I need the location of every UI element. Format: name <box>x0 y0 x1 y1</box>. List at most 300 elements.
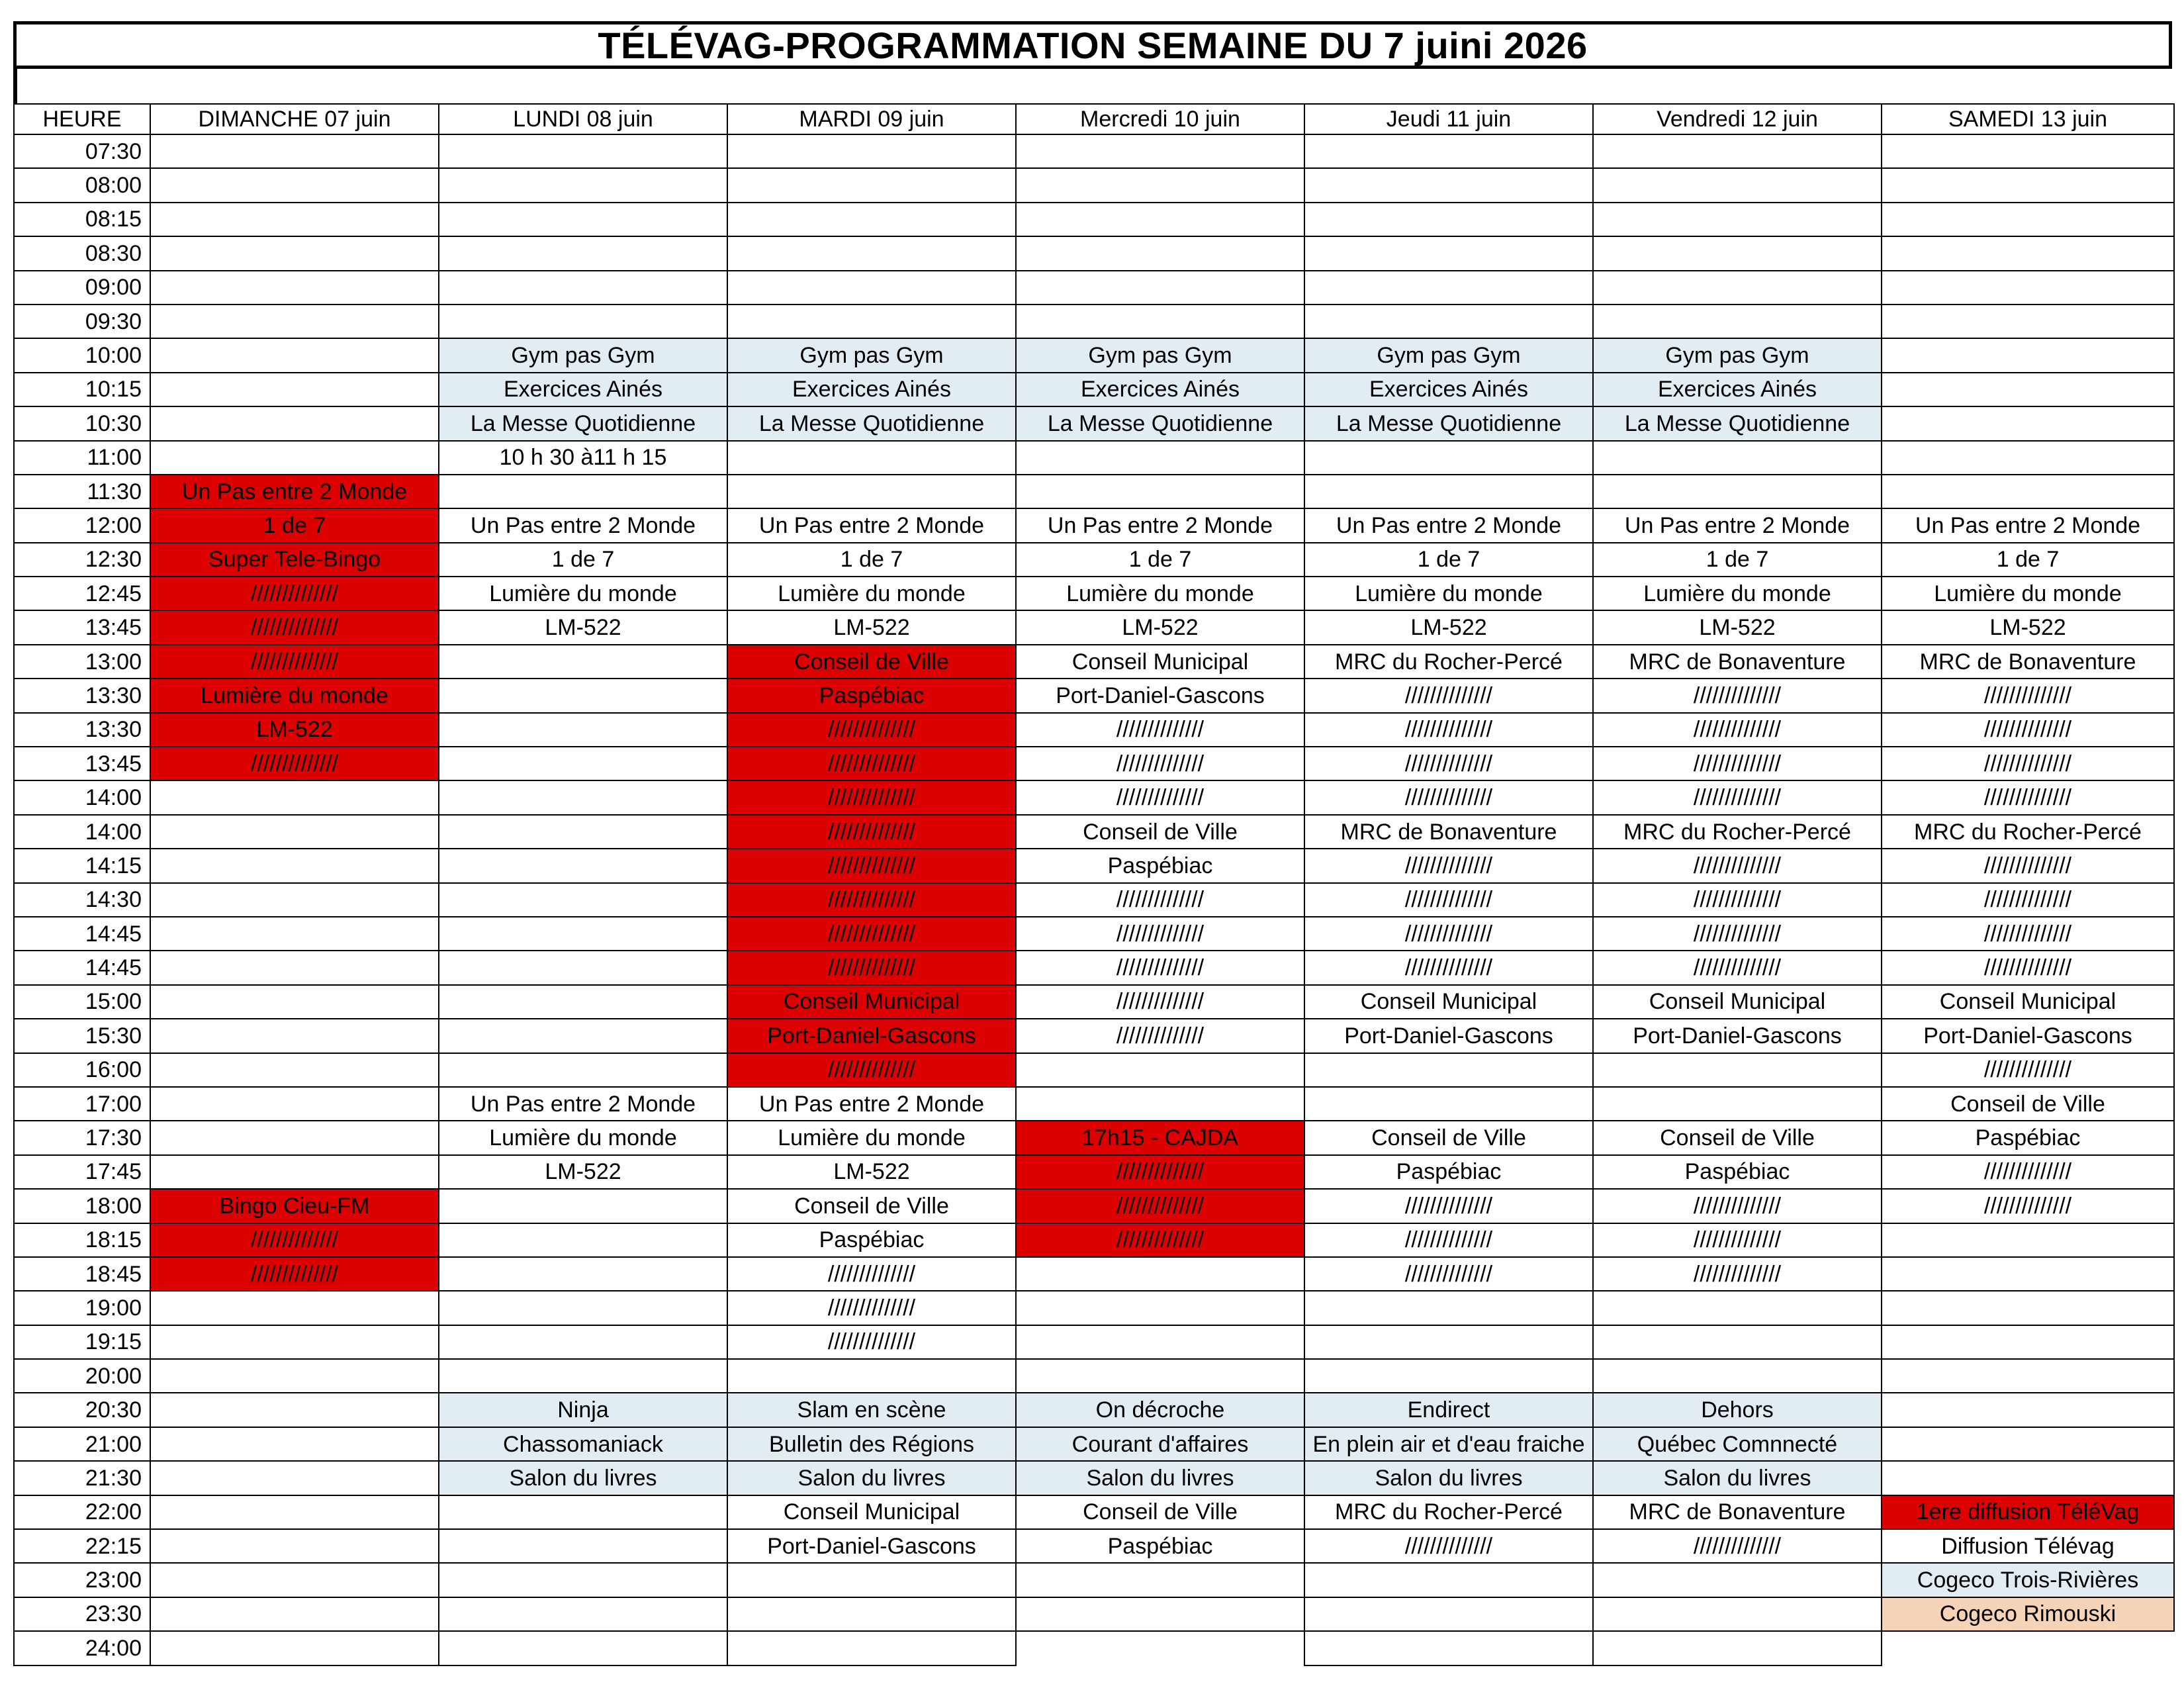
hour-cell: 17:30 <box>14 1121 150 1154</box>
program-cell-monday <box>439 168 727 202</box>
program-cell-friday: Lumière du monde <box>1593 577 1882 610</box>
program-cell-saturday: ////////////// <box>1882 713 2174 747</box>
program-cell-sunday: ////////////// <box>150 747 439 780</box>
program-cell-monday <box>439 1325 727 1359</box>
hour-cell: 12:45 <box>14 577 150 610</box>
program-cell-tuesday: Gym pas Gym <box>727 338 1016 372</box>
hour-cell: 19:15 <box>14 1325 150 1359</box>
program-cell-tuesday: ////////////// <box>727 747 1016 780</box>
program-cell-tuesday: ////////////// <box>727 1325 1016 1359</box>
program-cell-saturday <box>1882 1325 2174 1359</box>
program-cell-sunday: LM-522 <box>150 713 439 747</box>
program-cell-monday <box>439 1597 727 1631</box>
program-cell-saturday: Port-Daniel-Gascons <box>1882 1019 2174 1053</box>
program-cell-sunday <box>150 373 439 406</box>
program-cell-monday <box>439 780 727 814</box>
program-cell-monday <box>439 1631 727 1665</box>
program-cell-tuesday <box>727 134 1016 168</box>
program-cell-wednesday: ////////////// <box>1016 1019 1304 1053</box>
program-cell-sunday: ////////////// <box>150 645 439 679</box>
hour-cell: 08:00 <box>14 168 150 202</box>
program-cell-friday <box>1593 203 1882 236</box>
program-cell-saturday: ////////////// <box>1882 1155 2174 1189</box>
program-cell-thursday <box>1304 1053 1593 1087</box>
program-cell-wednesday: 17h15 - CAJDA <box>1016 1121 1304 1154</box>
program-cell-friday: Gym pas Gym <box>1593 338 1882 372</box>
program-cell-sunday <box>150 441 439 475</box>
program-cell-sunday <box>150 1019 439 1053</box>
program-cell-friday: Dehors <box>1593 1393 1882 1427</box>
col-header-tuesday: MARDI 09 juin <box>727 104 1016 134</box>
program-cell-thursday <box>1304 475 1593 508</box>
program-cell-wednesday <box>1016 1087 1304 1121</box>
program-cell-tuesday: 1 de 7 <box>727 543 1016 577</box>
program-cell-thursday <box>1304 1359 1593 1393</box>
program-cell-friday <box>1593 1053 1882 1087</box>
program-cell-saturday <box>1882 441 2174 475</box>
program-cell-tuesday: Conseil Municipal <box>727 985 1016 1019</box>
table-row <box>14 1631 2174 1665</box>
program-cell-saturday <box>1882 271 2174 305</box>
program-cell-sunday <box>150 168 439 202</box>
program-cell-tuesday: ////////////// <box>727 713 1016 747</box>
program-cell-monday <box>439 305 727 338</box>
program-cell-thursday <box>1304 441 1593 475</box>
program-cell-friday: La Messe Quotidienne <box>1593 406 1882 440</box>
program-cell-saturday: MRC de Bonaventure <box>1882 645 2174 679</box>
program-cell-saturday <box>1882 168 2174 202</box>
program-cell-tuesday: Bulletin des Régions <box>727 1427 1016 1461</box>
program-cell-monday: LM-522 <box>439 610 727 644</box>
program-cell-thursday: ////////////// <box>1304 1189 1593 1223</box>
program-cell-tuesday: ////////////// <box>727 849 1016 882</box>
program-cell-saturday: Un Pas entre 2 Monde <box>1882 508 2174 542</box>
program-cell-wednesday <box>1016 1325 1304 1359</box>
table-row <box>14 1155 2174 1189</box>
program-cell-tuesday <box>727 1631 1016 1665</box>
program-cell-monday <box>439 747 727 780</box>
hour-cell: 13:30 <box>14 713 150 747</box>
table-row <box>14 1087 2174 1121</box>
program-cell-tuesday: Exercices Ainés <box>727 373 1016 406</box>
program-cell-friday <box>1593 271 1882 305</box>
table-row <box>14 849 2174 882</box>
program-cell-tuesday <box>727 1563 1016 1597</box>
hour-cell: 20:00 <box>14 1359 150 1393</box>
program-cell-tuesday: Lumière du monde <box>727 1121 1016 1154</box>
program-cell-saturday: ////////////// <box>1882 780 2174 814</box>
program-cell-monday: Gym pas Gym <box>439 338 727 372</box>
program-cell-sunday <box>150 849 439 882</box>
program-cell-thursday: ////////////// <box>1304 1223 1593 1257</box>
hour-cell: 14:45 <box>14 917 150 951</box>
table-row <box>14 1325 2174 1359</box>
table-row <box>14 134 2174 168</box>
table-row <box>14 1563 2174 1597</box>
program-cell-tuesday: Conseil de Ville <box>727 1189 1016 1223</box>
hour-cell: 13:00 <box>14 645 150 679</box>
program-cell-thursday: ////////////// <box>1304 679 1593 712</box>
hour-cell: 10:15 <box>14 373 150 406</box>
program-cell-friday: ////////////// <box>1593 1223 1882 1257</box>
hour-cell: 13:45 <box>14 610 150 644</box>
program-cell-wednesday: ////////////// <box>1016 713 1304 747</box>
program-cell-saturday: ////////////// <box>1882 883 2174 917</box>
program-cell-wednesday: Conseil de Ville <box>1016 815 1304 849</box>
program-cell-sunday: Super Tele-Bingo <box>150 543 439 577</box>
program-cell-thursday <box>1304 1325 1593 1359</box>
program-cell-saturday <box>1882 1393 2174 1427</box>
program-cell-thursday: MRC du Rocher-Percé <box>1304 1495 1593 1529</box>
hour-cell: 23:30 <box>14 1597 150 1631</box>
program-cell-thursday: ////////////// <box>1304 747 1593 780</box>
program-cell-sunday <box>150 1427 439 1461</box>
hour-cell: 15:30 <box>14 1019 150 1053</box>
table-row <box>14 1529 2174 1563</box>
program-cell-monday <box>439 1359 727 1393</box>
program-cell-monday <box>439 679 727 712</box>
col-header-wednesday: Mercredi 10 juin <box>1016 104 1304 134</box>
hour-cell: 09:30 <box>14 305 150 338</box>
program-cell-tuesday <box>727 441 1016 475</box>
hour-cell: 14:00 <box>14 815 150 849</box>
table-row <box>14 1121 2174 1154</box>
program-cell-wednesday <box>1016 1631 1304 1665</box>
table-row <box>14 1223 2174 1257</box>
program-cell-wednesday: Exercices Ainés <box>1016 373 1304 406</box>
program-cell-monday <box>439 951 727 984</box>
program-cell-saturday: Cogeco Trois-Rivières <box>1882 1563 2174 1597</box>
table-row <box>14 1189 2174 1223</box>
program-cell-sunday <box>150 1529 439 1563</box>
program-cell-friday <box>1593 1359 1882 1393</box>
program-cell-saturday <box>1882 236 2174 270</box>
table-row <box>14 1019 2174 1053</box>
hour-cell: 19:00 <box>14 1291 150 1325</box>
program-cell-monday: Un Pas entre 2 Monde <box>439 508 727 542</box>
program-cell-tuesday <box>727 271 1016 305</box>
program-cell-sunday <box>150 271 439 305</box>
program-cell-friday: Port-Daniel-Gascons <box>1593 1019 1882 1053</box>
program-cell-sunday <box>150 917 439 951</box>
program-cell-thursday: Un Pas entre 2 Monde <box>1304 508 1593 542</box>
program-cell-friday: Exercices Ainés <box>1593 373 1882 406</box>
program-cell-monday: La Messe Quotidienne <box>439 406 727 440</box>
program-cell-sunday <box>150 338 439 372</box>
program-cell-friday: Un Pas entre 2 Monde <box>1593 508 1882 542</box>
program-cell-saturday: ////////////// <box>1882 1053 2174 1087</box>
hour-cell: 13:30 <box>14 679 150 712</box>
program-cell-friday: ////////////// <box>1593 1529 1882 1563</box>
program-cell-tuesday: ////////////// <box>727 780 1016 814</box>
program-cell-thursday <box>1304 1597 1593 1631</box>
program-cell-friday: ////////////// <box>1593 951 1882 984</box>
program-cell-wednesday: ////////////// <box>1016 1155 1304 1189</box>
program-cell-monday: Salon du livres <box>439 1461 727 1495</box>
program-cell-friday: ////////////// <box>1593 1189 1882 1223</box>
program-cell-friday: MRC du Rocher-Percé <box>1593 815 1882 849</box>
program-cell-monday: Chassomaniack <box>439 1427 727 1461</box>
hour-cell: 10:00 <box>14 338 150 372</box>
hour-cell: 11:00 <box>14 441 150 475</box>
program-cell-monday: Exercices Ainés <box>439 373 727 406</box>
program-cell-saturday <box>1882 1223 2174 1257</box>
program-cell-tuesday: Un Pas entre 2 Monde <box>727 1087 1016 1121</box>
program-cell-wednesday <box>1016 236 1304 270</box>
program-cell-friday: ////////////// <box>1593 917 1882 951</box>
program-cell-tuesday: LM-522 <box>727 1155 1016 1189</box>
program-cell-friday: ////////////// <box>1593 713 1882 747</box>
table-row <box>14 1495 2174 1529</box>
program-cell-tuesday: Conseil de Ville <box>727 645 1016 679</box>
hour-cell: 14:15 <box>14 849 150 882</box>
program-cell-wednesday: La Messe Quotidienne <box>1016 406 1304 440</box>
hour-cell: 08:15 <box>14 203 150 236</box>
program-cell-tuesday: Paspébiac <box>727 1223 1016 1257</box>
program-cell-sunday <box>150 236 439 270</box>
table-row <box>14 1393 2174 1427</box>
program-cell-sunday <box>150 203 439 236</box>
program-cell-wednesday <box>1016 475 1304 508</box>
program-cell-tuesday <box>727 236 1016 270</box>
program-cell-thursday <box>1304 1563 1593 1597</box>
program-cell-monday <box>439 271 727 305</box>
program-cell-wednesday <box>1016 305 1304 338</box>
program-cell-wednesday: On décroche <box>1016 1393 1304 1427</box>
program-cell-sunday <box>150 1563 439 1597</box>
hour-cell: 24:00 <box>14 1631 150 1665</box>
program-cell-saturday: Conseil Municipal <box>1882 985 2174 1019</box>
program-cell-thursday: Port-Daniel-Gascons <box>1304 1019 1593 1053</box>
program-cell-thursday <box>1304 305 1593 338</box>
hour-cell: 11:30 <box>14 475 150 508</box>
table-row <box>14 951 2174 984</box>
table-row <box>14 883 2174 917</box>
hour-cell: 18:00 <box>14 1189 150 1223</box>
program-cell-monday <box>439 134 727 168</box>
program-cell-sunday <box>150 1121 439 1154</box>
program-cell-wednesday: ////////////// <box>1016 985 1304 1019</box>
program-cell-monday <box>439 1053 727 1087</box>
program-cell-friday: ////////////// <box>1593 679 1882 712</box>
hour-cell: 20:30 <box>14 1393 150 1427</box>
program-cell-saturday <box>1882 1631 2174 1665</box>
table-row <box>14 780 2174 814</box>
program-cell-friday <box>1593 236 1882 270</box>
program-cell-saturday: Lumière du monde <box>1882 577 2174 610</box>
table-row <box>14 406 2174 440</box>
program-cell-tuesday: Lumière du monde <box>727 577 1016 610</box>
program-cell-friday: 1 de 7 <box>1593 543 1882 577</box>
program-cell-thursday: ////////////// <box>1304 951 1593 984</box>
hour-cell: 12:30 <box>14 543 150 577</box>
program-cell-saturday <box>1882 1359 2174 1393</box>
program-cell-saturday: Diffusion Télévag <box>1882 1529 2174 1563</box>
program-cell-saturday <box>1882 305 2174 338</box>
program-cell-monday <box>439 1563 727 1597</box>
table-row <box>14 441 2174 475</box>
program-cell-saturday: ////////////// <box>1882 849 2174 882</box>
program-cell-friday: Conseil Municipal <box>1593 985 1882 1019</box>
table-row <box>14 815 2174 849</box>
hour-cell: 18:15 <box>14 1223 150 1257</box>
program-cell-sunday <box>150 1087 439 1121</box>
program-cell-wednesday <box>1016 1257 1304 1291</box>
program-cell-monday: Ninja <box>439 1393 727 1427</box>
hour-cell: 22:00 <box>14 1495 150 1529</box>
program-cell-sunday: Lumière du monde <box>150 679 439 712</box>
program-cell-sunday <box>150 1461 439 1495</box>
hour-cell: 08:30 <box>14 236 150 270</box>
program-cell-thursday: ////////////// <box>1304 713 1593 747</box>
program-cell-tuesday: Un Pas entre 2 Monde <box>727 508 1016 542</box>
program-cell-thursday <box>1304 134 1593 168</box>
program-cell-sunday <box>150 1155 439 1189</box>
program-cell-tuesday: Conseil Municipal <box>727 1495 1016 1529</box>
table-row <box>14 1291 2174 1325</box>
program-cell-saturday: Cogeco Rimouski <box>1882 1597 2174 1631</box>
program-cell-monday: Lumière du monde <box>439 1121 727 1154</box>
program-cell-thursday: Salon du livres <box>1304 1461 1593 1495</box>
program-cell-wednesday: ////////////// <box>1016 917 1304 951</box>
program-cell-sunday <box>150 985 439 1019</box>
program-cell-wednesday: Un Pas entre 2 Monde <box>1016 508 1304 542</box>
hour-cell: 18:45 <box>14 1257 150 1291</box>
program-cell-friday <box>1593 1291 1882 1325</box>
table-row <box>14 305 2174 338</box>
program-cell-friday <box>1593 168 1882 202</box>
col-header-sunday: DIMANCHE 07 juin <box>150 104 439 134</box>
program-cell-sunday <box>150 1359 439 1393</box>
program-cell-monday <box>439 883 727 917</box>
program-cell-thursday <box>1304 236 1593 270</box>
program-cell-tuesday: Port-Daniel-Gascons <box>727 1019 1016 1053</box>
program-cell-tuesday: LM-522 <box>727 610 1016 644</box>
program-cell-wednesday: Gym pas Gym <box>1016 338 1304 372</box>
program-cell-saturday <box>1882 338 2174 372</box>
program-cell-wednesday: LM-522 <box>1016 610 1304 644</box>
program-cell-monday <box>439 1529 727 1563</box>
program-cell-sunday <box>150 951 439 984</box>
table-row <box>14 1359 2174 1393</box>
program-cell-wednesday: Conseil de Ville <box>1016 1495 1304 1529</box>
program-cell-thursday: Conseil Municipal <box>1304 985 1593 1019</box>
program-cell-monday <box>439 203 727 236</box>
program-cell-friday: MRC de Bonaventure <box>1593 645 1882 679</box>
program-cell-sunday: Un Pas entre 2 Monde <box>150 475 439 508</box>
table-row <box>14 236 2174 270</box>
program-cell-wednesday <box>1016 203 1304 236</box>
hour-cell: 17:45 <box>14 1155 150 1189</box>
program-cell-monday <box>439 1223 727 1257</box>
program-cell-saturday: LM-522 <box>1882 610 2174 644</box>
program-cell-friday: ////////////// <box>1593 883 1882 917</box>
program-cell-thursday: 1 de 7 <box>1304 543 1593 577</box>
program-cell-sunday: ////////////// <box>150 610 439 644</box>
table-row <box>14 338 2174 372</box>
program-cell-thursday: ////////////// <box>1304 780 1593 814</box>
hour-cell: 17:00 <box>14 1087 150 1121</box>
program-cell-friday: Conseil de Ville <box>1593 1121 1882 1154</box>
hour-cell: 22:15 <box>14 1529 150 1563</box>
program-cell-friday <box>1593 1325 1882 1359</box>
program-cell-friday: ////////////// <box>1593 849 1882 882</box>
program-cell-sunday <box>150 406 439 440</box>
program-cell-thursday: ////////////// <box>1304 849 1593 882</box>
table-row <box>14 1427 2174 1461</box>
program-cell-wednesday <box>1016 1359 1304 1393</box>
hour-cell: 21:00 <box>14 1427 150 1461</box>
program-cell-friday: ////////////// <box>1593 780 1882 814</box>
program-cell-tuesday: ////////////// <box>727 951 1016 984</box>
program-cell-sunday <box>150 1495 439 1529</box>
table-row <box>14 475 2174 508</box>
program-cell-monday <box>439 815 727 849</box>
program-cell-wednesday: Conseil Municipal <box>1016 645 1304 679</box>
program-cell-sunday <box>150 1325 439 1359</box>
hour-cell: 15:00 <box>14 985 150 1019</box>
program-cell-sunday <box>150 134 439 168</box>
program-cell-thursday: MRC du Rocher-Percé <box>1304 645 1593 679</box>
program-cell-wednesday <box>1016 1563 1304 1597</box>
program-cell-monday: Un Pas entre 2 Monde <box>439 1087 727 1121</box>
program-cell-monday <box>439 1495 727 1529</box>
program-cell-thursday: ////////////// <box>1304 883 1593 917</box>
table-row <box>14 747 2174 780</box>
program-cell-wednesday: ////////////// <box>1016 883 1304 917</box>
program-cell-monday <box>439 1257 727 1291</box>
col-header-saturday: SAMEDI 13 juin <box>1882 104 2174 134</box>
program-cell-thursday: ////////////// <box>1304 917 1593 951</box>
program-cell-saturday: ////////////// <box>1882 747 2174 780</box>
hour-cell: 21:30 <box>14 1461 150 1495</box>
program-cell-saturday: Conseil de Ville <box>1882 1087 2174 1121</box>
program-cell-wednesday: ////////////// <box>1016 1189 1304 1223</box>
program-cell-thursday: Endirect <box>1304 1393 1593 1427</box>
table-row <box>14 1597 2174 1631</box>
program-cell-wednesday <box>1016 271 1304 305</box>
program-cell-monday <box>439 985 727 1019</box>
program-cell-friday: LM-522 <box>1593 610 1882 644</box>
program-cell-wednesday: Paspébiac <box>1016 1529 1304 1563</box>
program-cell-tuesday: Salon du livres <box>727 1461 1016 1495</box>
hour-cell: 14:30 <box>14 883 150 917</box>
hour-cell: 16:00 <box>14 1053 150 1087</box>
program-cell-wednesday: Lumière du monde <box>1016 577 1304 610</box>
program-cell-thursday: ////////////// <box>1304 1257 1593 1291</box>
program-cell-saturday: MRC du Rocher-Percé <box>1882 815 2174 849</box>
hour-cell: 13:45 <box>14 747 150 780</box>
program-cell-tuesday <box>727 1359 1016 1393</box>
program-cell-tuesday <box>727 475 1016 508</box>
program-cell-wednesday: Port-Daniel-Gascons <box>1016 679 1304 712</box>
program-cell-friday: ////////////// <box>1593 1257 1882 1291</box>
program-cell-monday <box>439 1291 727 1325</box>
program-cell-wednesday: Courant d'affaires <box>1016 1427 1304 1461</box>
program-cell-saturday <box>1882 203 2174 236</box>
program-cell-thursday: MRC de Bonaventure <box>1304 815 1593 849</box>
program-cell-friday <box>1593 475 1882 508</box>
program-cell-saturday <box>1882 1257 2174 1291</box>
program-cell-friday: Salon du livres <box>1593 1461 1882 1495</box>
program-cell-saturday <box>1882 134 2174 168</box>
program-cell-saturday <box>1882 1461 2174 1495</box>
program-cell-tuesday: ////////////// <box>727 1053 1016 1087</box>
program-cell-friday <box>1593 441 1882 475</box>
table-row <box>14 168 2174 202</box>
col-header-hour: HEURE <box>14 104 150 134</box>
hour-cell: 12:00 <box>14 508 150 542</box>
